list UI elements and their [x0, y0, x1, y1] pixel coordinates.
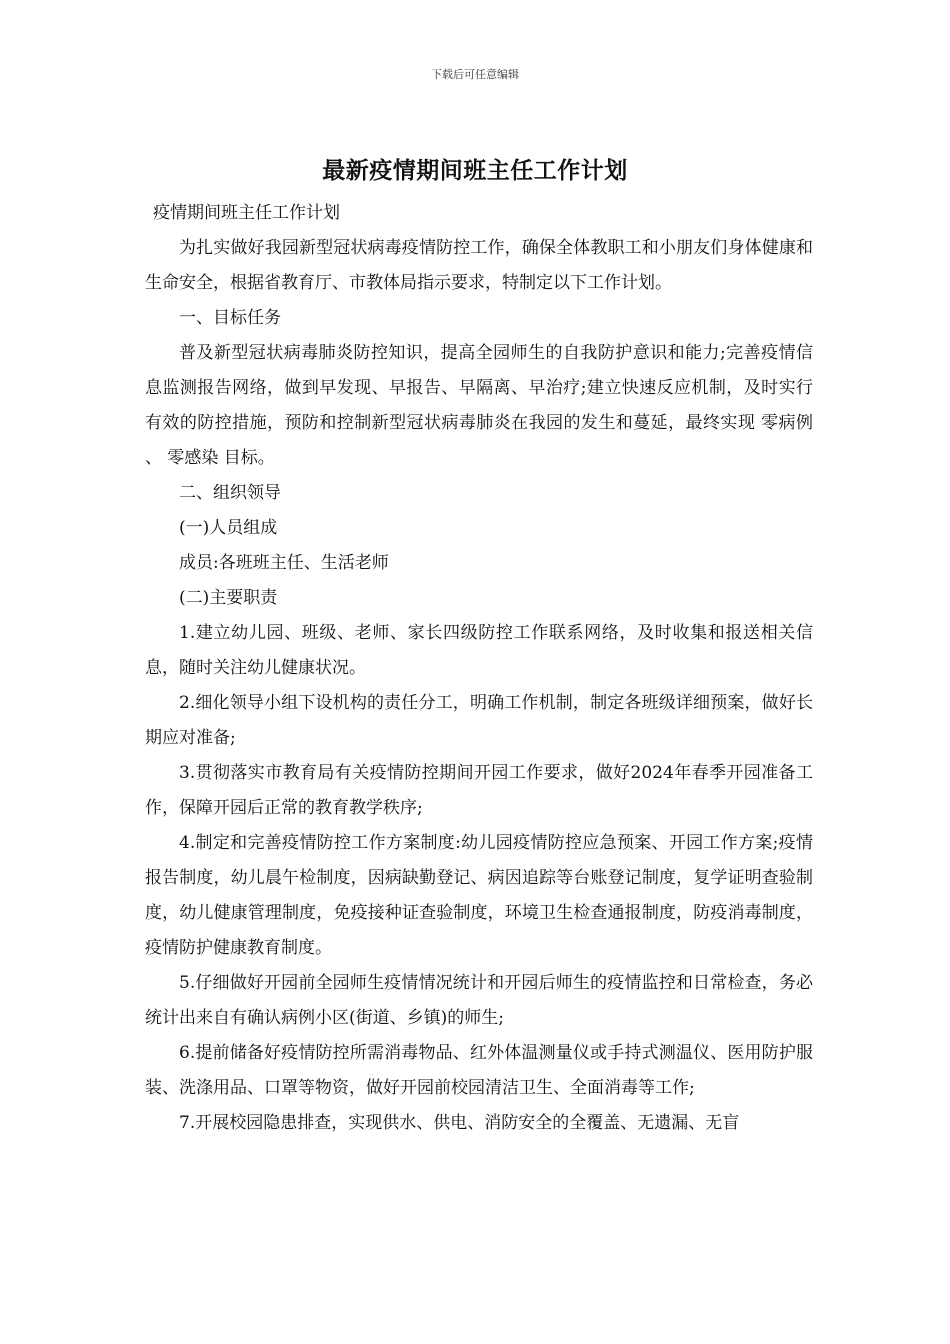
document-title: 最新疫情期间班主任工作计划	[322, 158, 628, 184]
paragraph-goals: 普及新型冠状病毒肺炎防控知识，提高全园师生的自我防护意识和能力;完善疫情信息监测报告网络，做到早发现、早报告、早隔离、早治疗;建立快速反应机制，及时实行有效的防控措施，预防和控制新型冠状病毒肺炎在我园的发生和蔓延，最终实现 零病例 、 零感染 目标。	[145, 343, 819, 468]
duty-item-7: 7.开展校园隐患排查，实现供水、供电、消防安全的全覆盖、无遗漏、无盲	[179, 1113, 740, 1133]
duty-item-5: 5.仔细做好开园前全园师生疫情情况统计和开园后师生的疫情监控和日常检查，务必统计出来自有确认病例小区(街道、乡镇)的师生;	[145, 973, 813, 1028]
subsection-heading-duties: (二)主要职责	[179, 588, 278, 608]
document-subtitle: 疫情期间班主任工作计划	[153, 203, 340, 223]
document-body	[145, 196, 819, 1141]
subsection-heading-members: (一)人员组成	[179, 518, 278, 538]
duty-item-3: 3.贯彻落实市教育局有关疫情防控期间开园工作要求，做好2024年春季开园准备工作，保障开园后正常的教育教学秩序;	[145, 763, 813, 818]
duty-item-4: 4.制定和完善疫情防控工作方案制度:幼儿园疫情防控应急预案、开园工作方案;疫情报告制度，幼儿晨午检制度，因病缺勤登记、病因追踪等台账登记制度，复学证明查验制度，幼儿健康管理制度，免疫接种证查验制度，环境卫生检查通报制度，防疫消毒制度，疫情防护健康教育制度。	[145, 833, 813, 958]
section-heading-organization: 二、组织领导	[179, 483, 281, 503]
header-note: 下载后可任意编辑	[431, 68, 519, 81]
duty-item-1: 1.建立幼儿园、班级、老师、家长四级防控工作联系网络，及时收集和报送相关信息，随时关注幼儿健康状况。	[145, 623, 813, 678]
duty-item-6: 6.提前储备好疫情防控所需消毒物品、红外体温测量仪或手持式测温仪、医用防护服装、洗涤用品、口罩等物资，做好开园前校园清洁卫生、全面消毒等工作;	[145, 1043, 813, 1098]
paragraph-intro: 为扎实做好我园新型冠状病毒疫情防控工作，确保全体教职工和小朋友们身体健康和生命安全，根据省教育厅、市教体局指示要求，特制定以下工作计划。	[145, 238, 813, 293]
duty-item-2: 2.细化领导小组下设机构的责任分工，明确工作机制，制定各班级详细预案，做好长期应对准备;	[145, 693, 813, 748]
paragraph-members: 成员:各班班主任、生活老师	[179, 553, 389, 573]
section-heading-goals: 一、目标任务	[179, 308, 281, 328]
